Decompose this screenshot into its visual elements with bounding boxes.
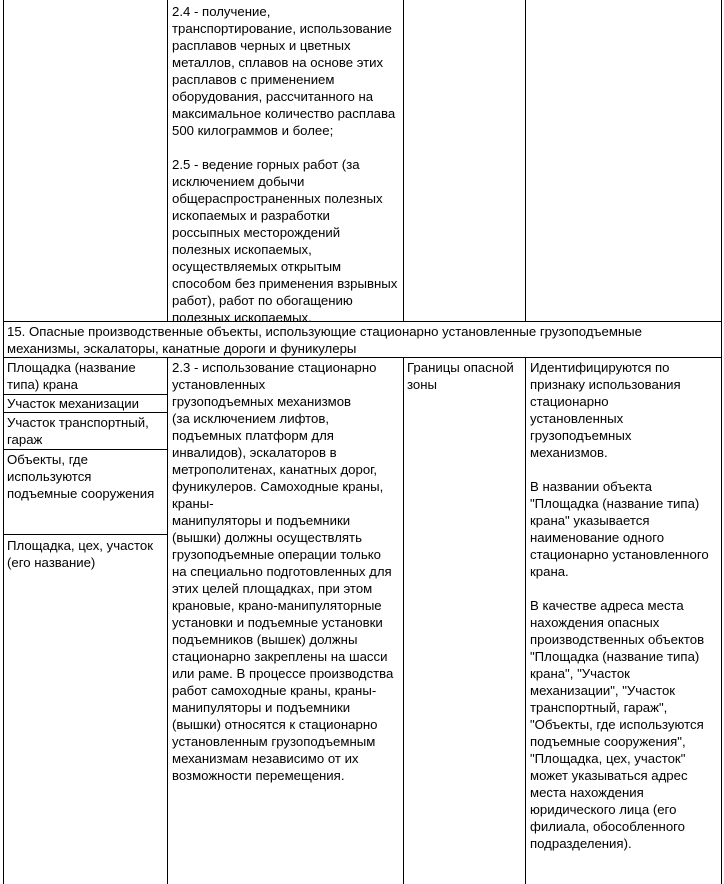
col-divider-1 [167, 357, 168, 884]
object-divider-4 [3, 534, 168, 535]
object-lifting-structures: Объекты, где используются подъемные сооружения [7, 452, 155, 501]
row-divider-section15-bottom [3, 357, 722, 358]
object-divider-3 [3, 449, 168, 450]
top-row-criteria-text: 2.4 - получение, транспортирование, использование расплавов черных и цветных металлов, сплавов на основе этих расплавов с применением оборудования, рассчитанного на максимальное количество расплава 500 килограммов и более; 2.5 - ведение горных работ (за исключением добычи общераспространенных полезных ископаемых и разработки россыпных месторождений полезных ископаемых, осуществляемых открытым способом без применения взрывных работ), работ по обогащению полезных ископаемых. [172, 4, 398, 325]
object-workshop-site: Площадка, цех, участок (его название) [7, 538, 154, 570]
col-divider-2-top [403, 0, 404, 321]
section-15-boundary-text: Границы опасной зоны [407, 360, 514, 392]
object-divider-2 [3, 412, 168, 413]
col-divider-1-top [167, 0, 168, 321]
section-15-notes-text: Идентифицируются по признаку использования стационарно установленных грузоподъемных механизмов. В названии объекта "Площадка (название типа) крана" указывается наименование одного стационарно установленного крана. В качестве адреса места нахождения опасных производственных объектов "Площадка (название типа) крана", "Участок механизации", "Участок транспортный, гараж", "Объекты, где используются подъемные сооружения", "Площадка, цех, участок" может указываться адрес места нахождения юридического лица (его филиала, обособленного подразделения). [530, 360, 709, 851]
object-mechanization-site: Участок механизации [7, 396, 140, 411]
col-divider-3 [525, 357, 526, 884]
section-15-heading: 15. Опасные производственные объекты, использующие стационарно установленные грузоподъемные механизмы, эскалаторы, канатные дороги и фуникулеры [7, 324, 642, 356]
table-border-right [721, 0, 722, 884]
object-crane-site: Площадка (название типа) крана [7, 360, 136, 392]
table-border-left [3, 0, 4, 884]
section-15-criteria-text: 2.3 - использование стационарно установленных грузоподъемных механизмов (за исключением лифтов, подъемных платформ для инвалидов), эскалаторов в метрополитенах, канатных дорог, фуникулеров. Самоходные краны, краны- манипуляторы и подъемники (вышки) должны осуществлять грузоподъемные операции только на специально подготовленных для этих целей площадках, при этом крановые, крано-манипуляторные установки и подъемные установки подъемников (вышек) должны стационарно закреплены на шасси или раме. В процессе производства работ самоходные краны, краны- манипуляторы и подъемники (вышки) относятся к стационарно установленным грузоподъемным механизмам независимо от их возможности перемещения. [172, 360, 394, 783]
object-transport-site: Участок транспортный, гараж [7, 415, 149, 447]
col-divider-3-top [525, 0, 526, 321]
col-divider-2 [403, 357, 404, 884]
